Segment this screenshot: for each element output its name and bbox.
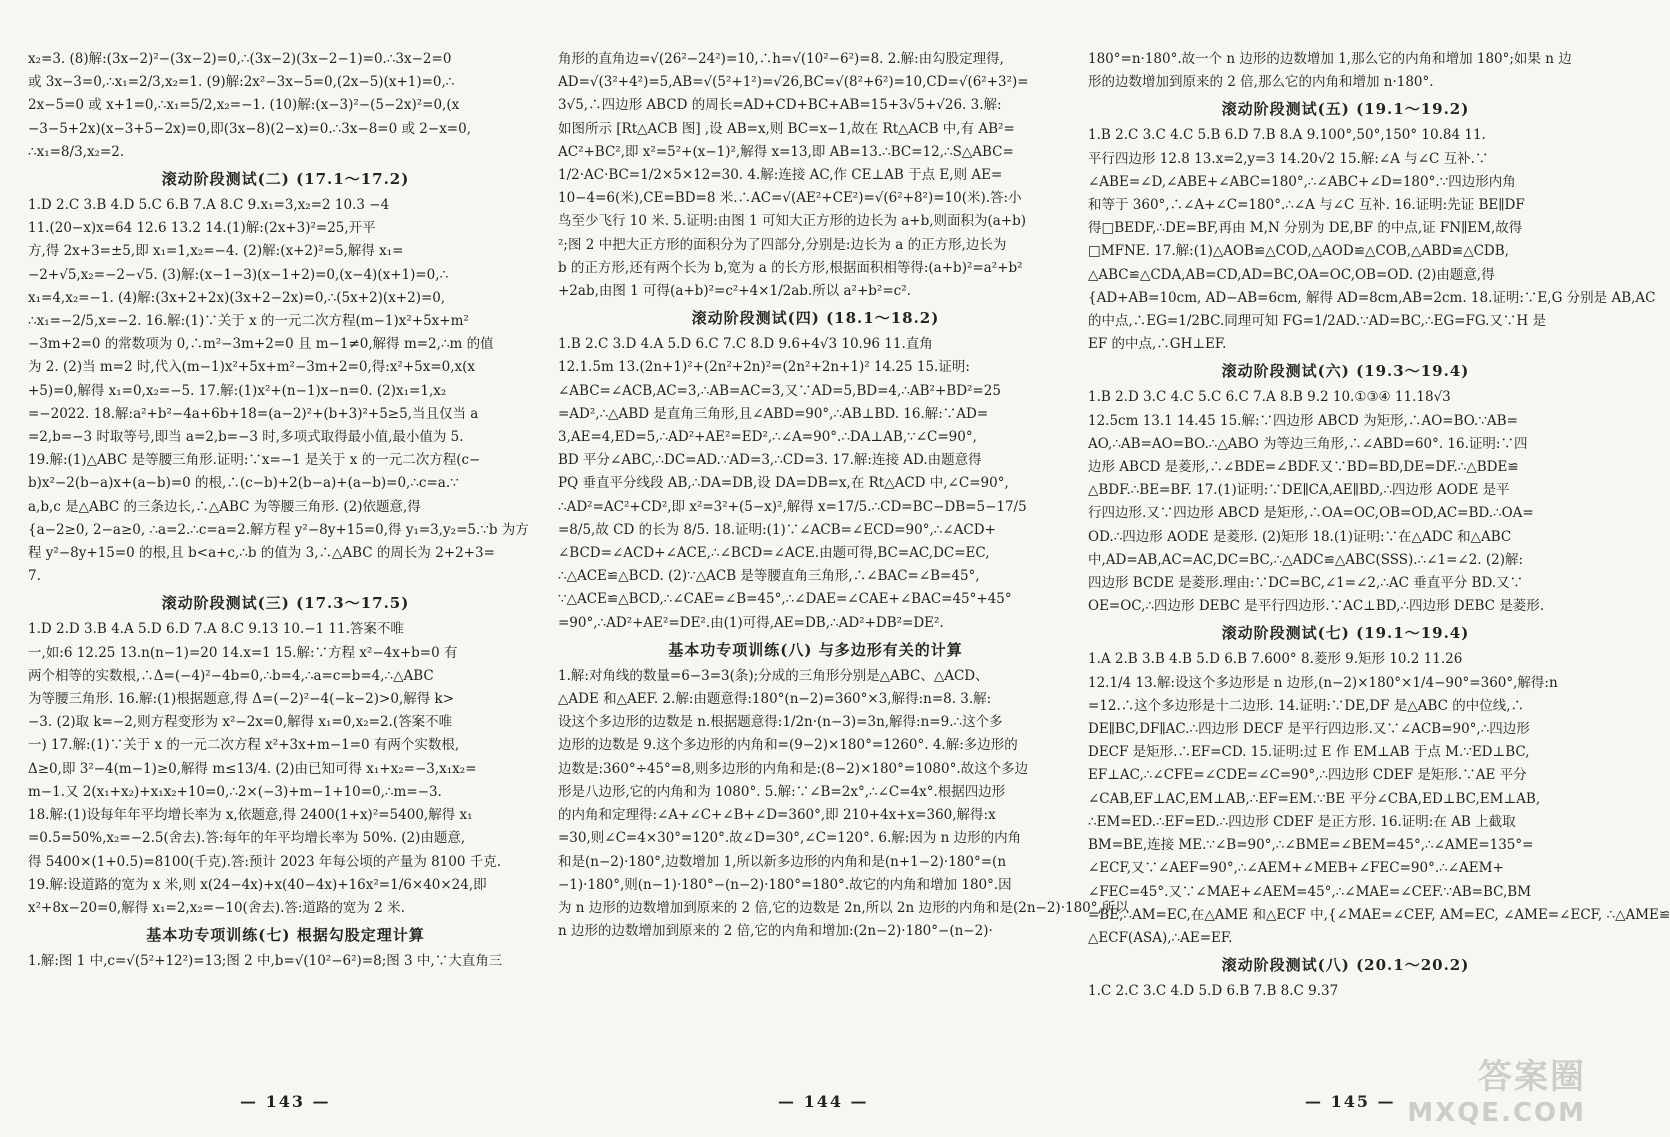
answer-line: m−1.又 2(x₁+x₂)+x₁x₂+10=0,∴2×(−3)+m−1+10=0,∴m=−3. <box>28 783 442 800</box>
answer-line: −2+√5,x₂=−2−√5. (3)解:(x−1−3)(x−1+2)=0,(x−4)(x+1)=0,∴ <box>28 266 449 283</box>
answer-line: 为 n 边形的边数增加到原来的 2 倍,它的边数是 2n,所以 2n 边形的内角和是(2n−2)·180°,所以 <box>558 899 1129 916</box>
answer-line: 7. <box>28 568 41 585</box>
answer-line: △ECF(ASA),∴AE=EF. <box>1088 929 1233 946</box>
answer-line: 1.D 2.C 3.B 4.D 5.C 6.B 7.A 8.C 9.x₁=3,x₂=2 10.3 −4 <box>28 197 390 214</box>
answer-line: ∴EM=ED.∴EF=ED.∴四边形 CDEF 是正方形. 16.证明:在 AB 上截取 <box>1088 813 1516 830</box>
answer-line: 行四边形.又∵四边形 ABCD 是矩形,∴OA=OC,OB=OD,AC=BD.∴OA= <box>1088 505 1534 522</box>
answer-line: AC²+BC²,即 x²=5²+(x−1)²,解得 x=13,即 AB=13.∴BC=12,∴S△ABC= <box>558 143 1014 160</box>
answer-line: =0.5=50%,x₂=−2.5(舍去).答:每年的年平均增长率为 50%. (2)由题意, <box>28 830 466 847</box>
answer-line: AO,∴AB=AO=BO.∴△ABO 为等边三角形,∴∠ABD=60°. 16.证明:∵四 <box>1088 435 1528 452</box>
answer-line: 19.解:设道路的宽为 x 米,则 x(24−4x)+x(40−4x)+16x²=1/6×40×24,即 <box>28 876 487 893</box>
answer-line: =2,b=−3 时取等号,即当 a=2,b=−3 时,多项式取得最小值,最小值为 5. <box>28 429 464 446</box>
answer-line: ∠ABE=∠D,∠ABE+∠ABC=180°,∴∠ABC+∠D=180°.∵四边形内角 <box>1088 173 1516 190</box>
answer-line: =BE,∴AM=EC,在△AME 和△ECF 中,{∠MAE=∠CEF, AM=EC, ∠AME=∠ECF, ∴△AME≌ <box>1088 906 1670 923</box>
answer-line: n 边形的边数增加到原来的 2 倍,它的内角和增加:(2n−2)·180°−(n−2)· <box>558 923 993 940</box>
answer-line: 和等于 360°,∴∠A+∠C=180°.∴∠A 与∠C 互补. 16.证明:先证 BE∥DF <box>1088 197 1525 214</box>
answer-line: 一) 17.解:(1)∵关于 x 的一元二次方程 x²+3x+m−1=0 有两个实数根, <box>28 737 460 754</box>
answer-line: 四边形 BCDE 是菱形.理由:∵DC=BC,∠1=∠2,∴AC 垂直平分 BD.又∵ <box>1088 575 1524 592</box>
answer-line: x₂=3. (8)解:(3x−2)²−(3x−2)=0,∴(3x−2)(3x−2−1)=0.∴3x−2=0 <box>28 51 452 67</box>
answer-line: −1)·180°,则(n−1)·180°−(n−2)·180°=180°.故它的内角和增加 180°.因 <box>558 876 1012 893</box>
page-145-column <box>1088 48 1670 1088</box>
answer-line: △BDF.∴BE=BF. 17.(1)证明:∵DE∥CA,AE∥BD,∴四边形 AODE 是平 <box>1088 482 1510 499</box>
answer-line: 12.5cm 13.1 14.45 15.解:∵四边形 ABCD 为矩形,∴AO=BO.∵AB= <box>1088 412 1518 429</box>
answer-line: 1.D 2.D 3.B 4.A 5.D 6.D 7.A 8.C 9.13 10.−1 11.答案不唯 <box>28 621 404 638</box>
section-heading: 滚动阶段测试(三) (17.3～17.5) <box>161 594 410 613</box>
page-143-column <box>28 48 543 1088</box>
answer-line: 设这个多边形的边数是 n.根据题意得:1/2n·(n−3)=3n,解得:n=9.∴这个多 <box>558 714 1003 731</box>
answer-line: EF 的中点,∴GH⊥EF. <box>1088 336 1227 353</box>
answer-line: Δ≥0,即 3²−4(m−1)≥0,解得 m≤13/4. (2)由已知可得 x₁+x₂=−3,x₁x₂= <box>28 760 477 777</box>
answer-line: ∠FEC=45°.又∵∠MAE+∠AEM=45°,∴∠MAE=∠CEF.∵AB=BC,BM <box>1088 883 1532 900</box>
section-heading: 滚动阶段测试(六) (19.3～19.4) <box>1221 362 1470 381</box>
answer-line: 180°=n·180°.故一个 n 边形的边数增加 1,那么它的内角和增加 180°;如果 n 边 <box>1088 51 1572 67</box>
answer-line: 角形的直角边=√(26²−24²)=10,∴h=√(10²−6²)=8. 2.解:由勾股定理得, <box>558 51 1004 67</box>
answer-line: 方,得 2x+3=±5,即 x₁=1,x₂=−4. (2)解:(x+2)²=5,解得 x₁= <box>28 243 404 260</box>
section-heading: 滚动阶段测试(八) (20.1～20.2) <box>1221 956 1470 975</box>
answer-line: 的内角和定理得:∠A+∠C+∠B+∠D=360°,即 210+4x+x=360,解得:x <box>558 807 996 824</box>
answer-line: △ADE 和△AEF. 2.解:由题意得:180°(n−2)=360°×3,解得:n=8. 3.解: <box>558 691 992 708</box>
section-heading: 基本功专项训练(七) 根据勾股定理计算 <box>146 926 425 945</box>
answer-line: OD.∴四边形 AODE 是菱形. (2)矩形 18.(1)证明:∵在△ADC 和△ABC <box>1088 528 1512 545</box>
answer-line: 10−4=6(米),CE=BD=8 米.∴AC=√(AE²+CE²)=√(6²+8²)=10(米).答:小 <box>558 190 1022 207</box>
answer-line: +2ab,由图 1 可得(a+b)²=c²+4×1/2ab.所以 a²+b²=c². <box>558 283 911 300</box>
answer-line: ∴x₁=8/3,x₂=2. <box>28 143 125 160</box>
section-heading: 滚动阶段测试(七) (19.1～19.4) <box>1221 624 1470 643</box>
answer-line: b 的正方形,还有两个长为 b,宽为 a 的长方形,根据面积相等得:(a+b)²=a²+b² <box>558 259 1023 276</box>
answer-line: 1.A 2.B 3.B 4.B 5.D 6.B 7.600° 8.菱形 9.矩形 10.2 11.26 <box>1088 651 1463 668</box>
answer-line: 一,如:6 12.25 13.n(n−1)=20 14.x=1 15.解:∵方程 x²−4x+b=0 有 <box>28 644 458 661</box>
answer-line: =90°,∴AD²+AE²=DE².由(1)可得,AE=DB,∴AD²+DB²=DE². <box>558 614 944 631</box>
answer-line: ∠ECF,又∵∠AEF=90°,∴∠AEM+∠MEB+∠FEC=90°.∴∠AEM+ <box>1088 860 1504 877</box>
section-heading: 滚动阶段测试(五) (19.1～19.2) <box>1221 100 1470 119</box>
answer-line: OE=OC,∴四边形 DEBC 是平行四边形.∵AC⊥BD,∴四边形 DEBC 是菱形. <box>1088 598 1545 615</box>
answer-line: 鸟至少飞行 10 米. 5.证明:由图 1 可知大正方形的边长为 a+b,则面积为(a+b) <box>558 213 1027 230</box>
answer-line: −3m+2=0 的常数项为 0,∴m²−3m+2=0 且 m−1≠0,解得 m=2,∴m 的值 <box>28 336 494 353</box>
answer-line: {a−2≥0, 2−a≥0, ∴a=2.∴c=a=2.解方程 y²−8y+15=0,得 y₁=3,y₂=5.∵b 为方 <box>28 521 529 538</box>
answer-line: 形的边数增加到原来的 2 倍,那么它的内角和增加 n·180°. <box>1088 74 1434 91</box>
answer-line: ∴AD²=AC²+CD²,即 x²=3²+(5−x)²,解得 x=17/5.∴CD=BC−DB=5−17/5 <box>558 498 1027 515</box>
answer-line: 平行四边形 12.8 13.x=2,y=3 14.20√2 15.解:∠A 与∠C 互补.∵ <box>1088 150 1489 167</box>
answer-line: −3. (2)取 k=−2,则方程变形为 x²−2x=0,解得 x₁=0,x₂=2.(答案不唯 <box>28 714 453 731</box>
answer-line: ∠BCD=∠ACD+∠ACE,∴∠BCD=∠ACE.由题可得,BC=AC,DC=EC, <box>558 545 990 562</box>
answer-line: a,b,c 是△ABC 的三条边长,∴△ABC 为等腰三角形. (2)依题意,得 <box>28 498 421 515</box>
answer-line: =AD²,∴△ABD 是直角三角形,且∠ABD=90°,∴AB⊥BD. 16.解:∵AD= <box>558 405 989 422</box>
answer-line: 1.解:对角线的数量=6−3=3(条);分成的三角形分别是△ABC、△ACD、 <box>558 667 989 684</box>
answer-line: DE∥BC,DF∥AC.∴四边形 DECF 是平行四边形.又∵∠ACB=90°,∴四边形 <box>1088 721 1530 738</box>
answer-line: =30,则∠C=4×30°=120°.故∠D=30°,∠C=120°. 6.解:因为 n 边形的内角 <box>558 830 1022 847</box>
answer-line: ∴△ACE≌△BCD. (2)∵△ACB 是等腰直角三角形,∴∠BAC=∠B=45°, <box>558 568 980 585</box>
answer-line: ∠CAB,EF⊥AC,EM⊥AB,∴EF=EM.∵BE 平分∠CBA,ED⊥BC,EM⊥AB, <box>1088 790 1541 807</box>
answer-line: 中,AD=AB,AC=AC,DC=BC,∴△ADC≌△ABC(SSS).∴∠1=∠2. (2)解: <box>1088 551 1524 568</box>
answer-line: DECF 是矩形.∴EF=CD. 15.证明:过 E 作 EM⊥AB 于点 M.∵ED⊥BC, <box>1088 744 1530 761</box>
answer-line: 得□BEDF,∴DE=BF,再由 M,N 分别为 DE,BF 的中点,证 FN∥EM,故得 <box>1088 220 1523 237</box>
answer-line: 两个相等的实数根,∴Δ=(−4)²−4b=0,∴b=4,∴a=c=b=4,∴△ABC <box>28 667 434 684</box>
section-heading: 滚动阶段测试(二) (17.1～17.2) <box>161 170 410 189</box>
watermark-logo <box>1346 1048 1586 1128</box>
answer-line: 3,AE=4,ED=5,∴AD²+AE²=ED²,∴∠A=90°.∴DA⊥AB,∵∠C=90°, <box>558 429 977 446</box>
answer-line: 如图所示 [Rt△ACB 图] ,设 AB=x,则 BC=x−1,故在 Rt△ACB 中,有 AB²= <box>558 120 1015 137</box>
answer-line: ∴x₁=−2/5,x=−2. 16.解:(1)∵关于 x 的一元二次方程(m−1)x²+5x+m² <box>28 313 469 330</box>
answer-line: −3−5+2x)(x−3+5−2x)=0,即(3x−8)(2−x)=0.∴3x−8=0 或 2−x=0, <box>28 120 471 137</box>
answer-line: 形是八边形,它的内角和为 1080°. 5.解:∵∠B=2x°,∴∠C=4x°.根据四边形 <box>558 783 1006 800</box>
answer-line: 1/2·AC·BC=1/2×5×12=30. 4.解:连接 AC,作 CE⊥AB 于点 E,则 AE= <box>558 167 1003 184</box>
answer-line: 为 2. (2)当 m=2 时,代入(m−1)x²+5x+m²−3m+2=0,得:x²+5x=0,x(x <box>28 359 476 376</box>
answer-line: 3√5,∴四边形 ABCD 的周长=AD+CD+BC+AB=15+3√5+√26. 3.解: <box>558 97 1002 114</box>
answer-line: 19.解:(1)△ABC 是等腰三角形.证明:∵x=−1 是关于 x 的一元二次方程(c− <box>28 452 481 469</box>
answer-line: 得 5400×(1+0.5)=8100(千克).答:预计 2023 年每公顷的产量为 8100 千克. <box>28 853 502 870</box>
answer-line: 18.解:(1)设每年年平均增长率为 x,依题意,得 2400(1+x)²=5400,解得 x₁ <box>28 807 473 824</box>
answer-line: 12.1/4 13.解:设这个多边形是 n 边形,(n−2)×180°×1/4−90°=360°,解得:n <box>1088 674 1558 691</box>
answer-line: 边形的边数是 9.这个多边形的内角和=(9−2)×180°=1260°. 4.解:多边形的 <box>558 737 1018 754</box>
answer-line: x₁=4,x₂=−1. (4)解:(3x+2+2x)(3x+2−2x)=0,∴(5x+2)(x+2)=0, <box>28 289 446 306</box>
answer-line: +5)=0,解得 x₁=0,x₂=−5. 17.解:(1)x²+(n−1)x−n=0. (2)x₁=1,x₂ <box>28 382 447 399</box>
answer-line: {AD+AB=10cm, AD−AB=6cm, 解得 AD=8cm,AB=2cm. 18.证明:∵E,G 分别是 AB,AC <box>1088 289 1656 306</box>
section-heading: 基本功专项训练(八) 与多边形有关的计算 <box>668 640 963 659</box>
answer-line: □MFNE. 17.解:(1)△AOB≌△COD,△AOD≌△COB,△ABD≌△CDB, <box>1088 243 1509 260</box>
answer-line: b)x²−2(b−a)x+(a−b)=0 的根,∴(c−b)+2(b−a)+(a−b)=0,∴c=a.∵ <box>28 475 459 492</box>
answer-line: 的中点,∴EG=1/2BC.同理可知 FG=1/2AD.∵AD=BC,∴EG=FG.又∵H 是 <box>1088 313 1546 330</box>
answer-line: =12.∴这个多边形是十二边形. 14.证明:∵DE,DF 是△ABC 的中位线,∴ <box>1088 697 1525 714</box>
answer-line: 1.C 2.C 3.C 4.D 5.D 6.B 7.B 8.C 9.37 <box>1088 983 1339 1000</box>
answer-line: 11.(20−x)x=64 12.6 13.2 14.(1)解:(2x+3)²=25,开平 <box>28 220 376 237</box>
answer-line: 12.1.5m 13.(2n+1)²+(2n²+2n)²=(2n²+2n+1)² 14.25 15.证明: <box>558 359 970 376</box>
section-heading: 滚动阶段测试(四) (18.1～18.2) <box>691 309 940 328</box>
watermark-url: MXQE.COM <box>1407 1098 1586 1128</box>
answer-line: x²+8x−20=0,解得 x₁=2,x₂=−10(舍去).答:道路的宽为 2 米. <box>28 899 405 916</box>
answer-line: △ABC≌△CDA,AB=CD,AD=BC,OA=OC,OB=OD. (2)由题意,得 <box>1088 266 1495 283</box>
answer-line: 边数是:360°÷45°=8,则多边形的内角和是:(8−2)×180°=1080°.故这个多边 <box>558 760 1029 777</box>
answer-line: 或 3x−3=0,∴x₁=2/3,x₂=1. (9)解:2x²−3x−5=0,(2x−5)(x+1)=0,∴ <box>28 74 455 91</box>
answer-line: ²;图 2 中把大正方形的面积分为了四部分,分别是:边长为 a 的正方形,边长为 <box>558 236 1007 253</box>
answer-line: BD 平分∠ABC,∴DC=AD.∵AD=3,∴CD=3. 17.解:连接 AD.由题意得 <box>558 452 982 469</box>
page-number-143: — 143 — <box>240 1092 331 1111</box>
answer-line: PQ 垂直平分线段 AB,∴DA=DB,设 DA=DB=x,在 Rt△ACD 中,∠C=90°, <box>558 475 1009 492</box>
answer-line: AD=√(3²+4²)=5,AB=√(5²+1²)=√26,BC=√(8²+6²)=10,CD=√(6²+3²)= <box>558 74 1029 91</box>
answer-line: ∠ABC=∠ACB,AC=3,∴AB=AC=3,又∵AD=5,BD=4,∴AB²+BD²=25 <box>558 382 1001 399</box>
answer-line: 和是(n−2)·180°,边数增加 1,所以新多边形的内角和是(n+1−2)·180°=(n <box>558 853 1007 870</box>
answer-line: 边形 ABCD 是菱形,∴∠BDE=∠BDF.又∵BD=BD,DE=DF.∴△BDE≌ <box>1088 459 1519 476</box>
answer-line: 1.B 2.D 3.C 4.C 5.C 6.C 7.A 8.B 9.2 10.①③④ 11.18√3 <box>1088 389 1451 406</box>
answer-line: =8/5,故 CD 的长为 8/5. 18.证明:(1)∵∠ACB=∠ECD=90°,∴∠ACD+ <box>558 521 996 538</box>
answer-line: BM=BE,连接 ME.∵∠B=90°,∴∠BME=∠BEM=45°,∴∠AME=135°= <box>1088 837 1534 854</box>
page-144-column <box>558 48 1129 1088</box>
answer-line: 为等腰三角形. 16.解:(1)根据题意,得 Δ=(−2)²−4(−k−2)>0,解得 k> <box>28 691 455 708</box>
answer-line: 2x−5=0 或 x+1=0,∴x₁=5/2,x₂=−1. (10)解:(x−3)²−(5−2x)²=0,(x <box>28 97 460 114</box>
answer-line: 1.B 2.C 3.D 4.A 5.D 6.C 7.C 8.D 9.6+4√3 10.96 11.直角 <box>558 336 933 353</box>
answer-line: =−2022. 18.解:a²+b²−4a+6b+18=(a−2)²+(b+3)²+5≥5,当且仅当 a <box>28 405 479 422</box>
answer-line: 程 y²−8y+15=0 的根,且 b<a+c,∴b 的值为 3,∴△ABC 的周长为 2+2+3= <box>28 545 495 562</box>
page-number-144: — 144 — <box>778 1092 869 1111</box>
answer-line: 1.解:图 1 中,c=√(5²+12²)=13;图 2 中,b=√(10²−6²)=8;图 3 中,∵大直角三 <box>28 953 503 970</box>
answer-line: EF⊥AC,∴∠CFE=∠CDE=∠C=90°,∴四边形 CDEF 是矩形.∵AE 平分 <box>1088 767 1527 784</box>
watermark-text: 答案圈 <box>1478 1057 1586 1097</box>
answer-line: ∵△ACE≌△BCD,∴∠CAE=∠B=45°,∴∠DAE=∠CAE+∠BAC=45°+45° <box>558 591 1012 608</box>
answer-line: 1.B 2.C 3.C 4.C 5.B 6.D 7.B 8.A 9.100°,50°,150° 10.84 11. <box>1088 127 1486 144</box>
page-number-145: — 145 — <box>1305 1092 1396 1111</box>
